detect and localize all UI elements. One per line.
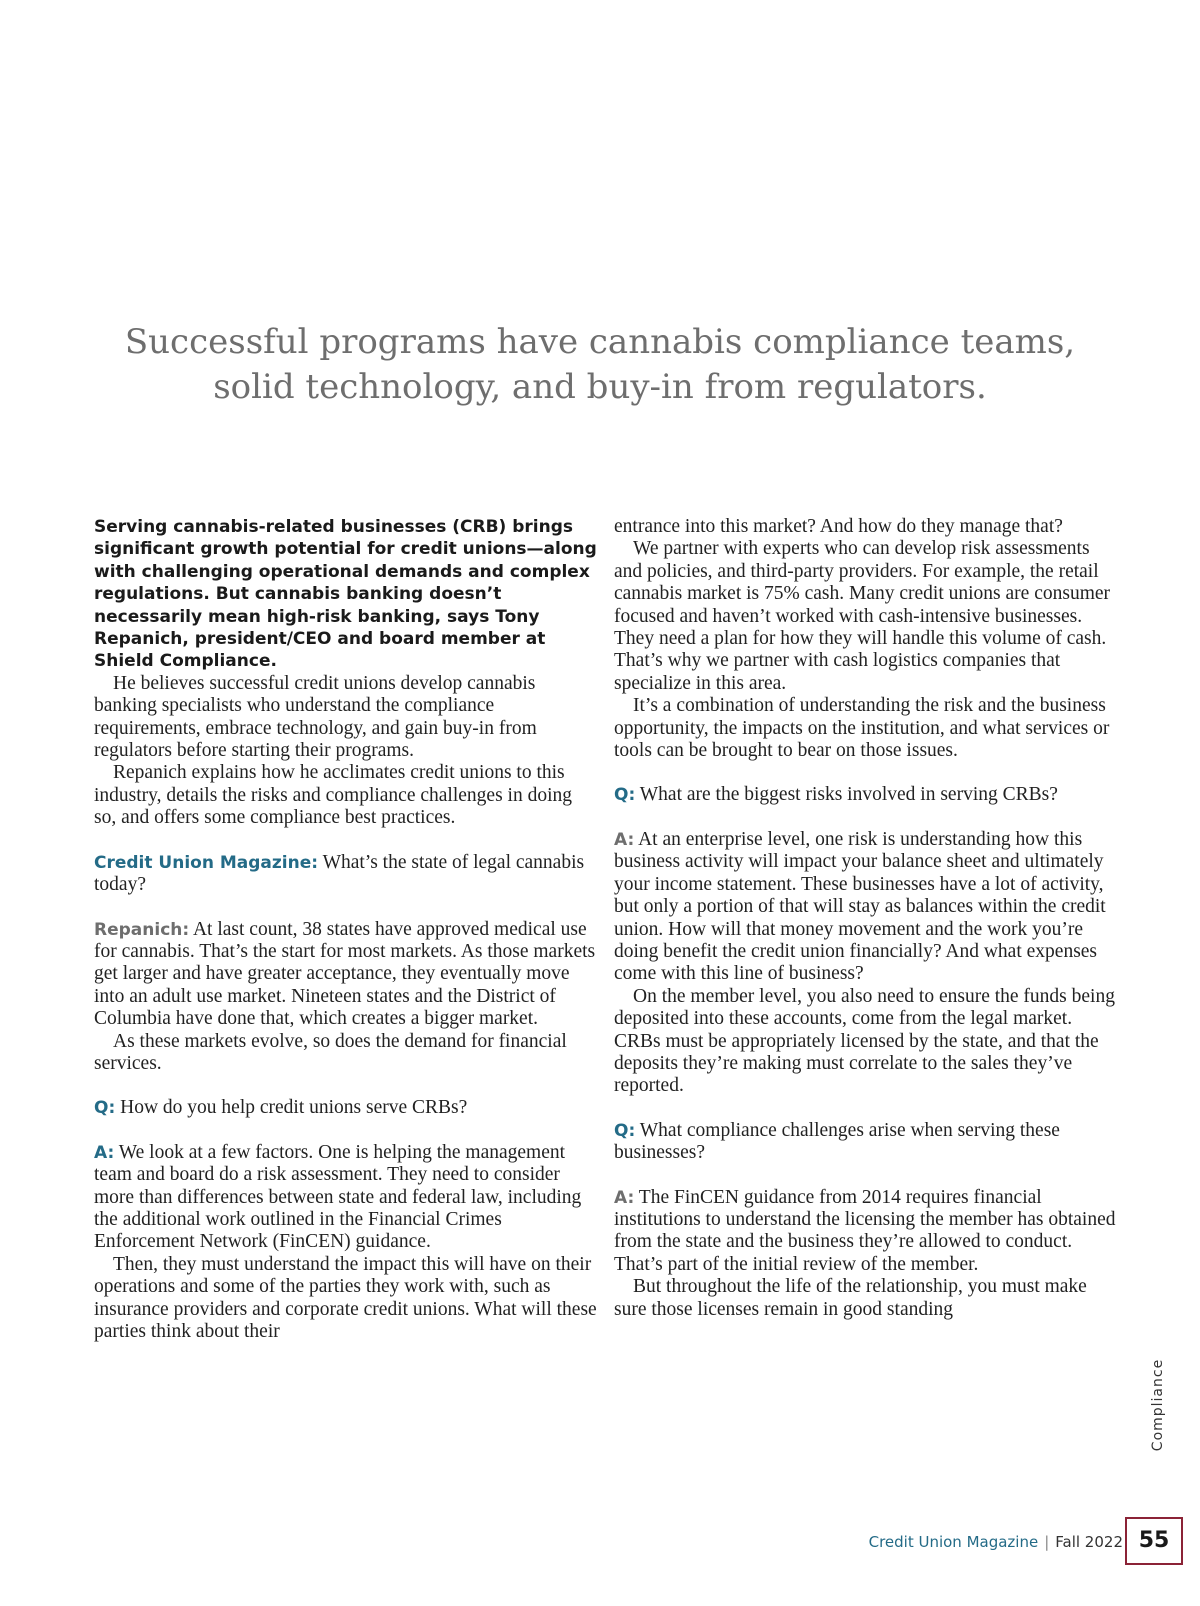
question-text: What compliance challenges arise when serving these businesses?: [614, 1119, 1060, 1164]
answer-paragraph: [614, 1187, 1119, 1277]
body-paragraph: It’s a combination of understanding the risk and the business opportunity, the impacts on the institution, and what services or tools can be brought to bear on those issues.: [614, 695, 1110, 762]
body-paragraph: On the member level, you also need to ensure the funds being deposited into these accounts, come from the legal market. CRBs must be appropriately licensed by the state, and that the deposits they’re making must correlate to the sales they’ve reported.: [614, 985, 1115, 1097]
body-paragraph: entrance into this market? And how do they manage that?: [614, 516, 1063, 537]
answer-label: A:: [614, 1187, 635, 1208]
answer-label: A:: [94, 1142, 115, 1163]
question-paragraph: [614, 1120, 1119, 1165]
question-label: Q:: [94, 1098, 116, 1119]
question-label: Credit Union Magazine:: [94, 852, 319, 873]
left-column: [94, 516, 599, 1343]
question-label: Q:: [614, 785, 636, 806]
right-column: [614, 516, 1119, 1321]
question-text: How do you help credit unions serve CRBs?: [115, 1097, 468, 1119]
answer-text: We look at a few factors. One is helping the management team and board do a risk assessment. They need to consider more than differences between state and federal law, including the additional work outlined in the Financial Crimes Enforcement Network (FinCEN) guidance.: [94, 1141, 582, 1253]
answer-paragraph: [614, 829, 1119, 986]
answer-paragraph: [94, 1142, 599, 1254]
page-number: 55: [1125, 1517, 1183, 1565]
headline-line-1: Successful programs have cannabis compliance teams,: [124, 322, 1076, 362]
body-paragraph: Then, they must understand the impact this will have on their operations and some of the parties they work with, such as insurance providers and corporate credit unions. What will these parties think about their: [94, 1253, 597, 1342]
footer-issue: Fall 2022: [1055, 1533, 1123, 1551]
question-paragraph: [94, 1097, 599, 1119]
body-paragraph: Repanich explains how he acclimates credit unions to this industry, details the risks and compliance challenges in doing so, and offers some compliance best practices.: [94, 762, 572, 829]
section-tab: [1138, 1350, 1178, 1460]
footer-separator: |: [1044, 1533, 1050, 1551]
answer-text: At an enterprise level, one risk is understanding how this business activity will impact your balance sheet and ultimately your income statement. These businesses have a lot of activity, but only a portion of that will stay as balances within the credit union. How will that money movement and the work you’re doing benefit the credit union financially? And what expenses come with this line of business?: [614, 828, 1106, 985]
body-paragraph: He believes successful credit unions develop cannabis banking specialists who understand the compliance requirements, embrace technology, and gain buy-in from regulators before starting their programs.: [94, 672, 537, 762]
body-paragraph: But throughout the life of the relationship, you must make sure those licenses remain in good standing: [614, 1276, 1087, 1320]
page-footer: [869, 1528, 1123, 1556]
question-text: What are the biggest risks involved in serving CRBs?: [635, 784, 1058, 806]
headline-line-2: solid technology, and buy-in from regulators.: [213, 367, 987, 407]
intro-paragraph: Serving cannabis-related businesses (CRB) brings significant growth potential for credit unions—along with challenging operational demands and complex regulations. But cannabis banking doesn’t necessarily mean high-risk banking, says Tony Repanich, president/CEO and board member at Shield Compliance.: [94, 517, 597, 672]
question-text: What’s the state of legal cannabis today?: [94, 851, 585, 896]
question-paragraph: [94, 852, 599, 897]
answer-text: The FinCEN guidance from 2014 requires financial institutions to understand the licensing the member has obtained from the state and the business they’re allowed to conduct. That’s part of the initial review of the member.: [614, 1186, 1116, 1275]
question-paragraph: [614, 784, 1119, 806]
question-label: Q:: [614, 1120, 636, 1141]
body-paragraph: We partner with experts who can develop risk assessments and policies, and third-party providers. For example, the retail cannabis market is 75% cash. Many credit unions are consumer focused and haven’t worked with cash-intensive businesses. They need a plan for how they will handle this volume of cash. That’s why we partner with cash logistics companies that specialize in this area.: [614, 538, 1111, 694]
footer-magazine-name: Credit Union Magazine: [868, 1533, 1039, 1551]
answer-paragraph: [94, 919, 599, 1031]
headline: [100, 320, 1100, 410]
answer-text: At last count, 38 states have approved medical use for cannabis. That’s the start for most markets. As those markets get larger and have greater acceptance, they eventually move into an adult use market. Nineteen states and the District of Columbia have done that, which creates a bigger market.: [94, 918, 596, 1030]
answer-label: Repanich:: [94, 919, 190, 940]
body-paragraph: As these markets evolve, so does the demand for financial services.: [94, 1030, 567, 1074]
answer-label: A:: [614, 829, 635, 850]
section-tab-label: Compliance: [1150, 1358, 1166, 1452]
